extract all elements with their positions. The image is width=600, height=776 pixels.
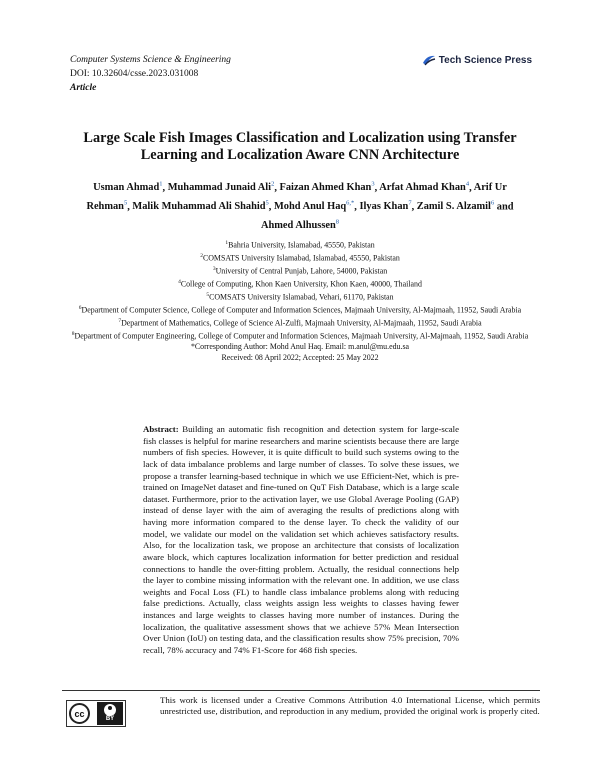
author[interactable]: Ahmed Alhussen$^8$ [260,218,340,232]
abstract-text: Building an automatic fish recognition and detection system for large-scale fish classes is helpful for marine researchers and marine scientists because there are large numbers of fish species. However, it is quite difficult to build such systems owing to the lack of data imbalance problems and large number of classes. To solve these issues, we propose a transfer learning-based technique in which we use Efficient-Net, which is pre-trained on ImageNet dataset and fine-tuned on QuT Fish Database, which is a large scale dataset. Furthermore, prior to the activation layer, we use Global Average Pooling (GAP) instead of dense layer with the aim of averaging the results of predictions along with having more information compared to the dense layer. To check the validity of our model, we validate our model on the validation set which achieves satisfactory results. Also, for the localization task, we propose an architecture that consists of localization aware block, which captures localization information for better prediction and residual connections to handle the over-fitting problem. Actually, the residual connections help the layer to combine missing information with the relevant one. In addition, we use class weights and Focal Loss (FL) to handle class imbalance problems along with reducing false predictions. Actually, class weights assign less weights to classes having fewer instances and large weights to classes having more number of instances. During the localization, the qualitative assessment shows that we achieve 57% Mean Intersection Over Union (IoU) on testing data, and the classification results show 75% precision, 70% recall, 78% accuracy and 74% F1-Score for 468 fish species. [143,424,459,655]
title-line: Learning and Localization Aware CNN Architecture [140,147,460,163]
affiliation: $^1$Bahria University, Islamabad, 45550, Pakistan [225,240,375,250]
abstract [143,424,459,657]
affiliation: $^3$University of Central Punjab, Lahore, 54000, Pakistan [212,266,388,276]
author[interactable]: Arif Ur Rehman$^5$ [86,182,507,213]
license-text: This work is licensed under a Creative Commons Attribution 4.0 International License, which permits unrestricted use, distribution, and reproduction in any medium, provided the original work is properly cited. [160,695,540,716]
affiliation: $^4$College of Computing, Khon Kaen University, Khon Kaen, 40000, Thailand [178,279,422,289]
doi: DOI: 10.32604/csse.2023.031008 [70,69,199,79]
cc-icon: cc [69,703,90,724]
author[interactable]: Faizan Ahmed Khan$^3$ [279,181,375,194]
received-date: Received: 08 April 2022; Accepted: 25 May 2022 [221,352,379,362]
affiliation: $^5$COMSATS University Islamabad, Vehari, 61170, Pakistan [206,292,394,302]
author-list: Usman Ahmad$^1$, Muhammad Junaid Ali$^2$, Faizan Ahmed Khan$^3$, Arfat Ahmad Khan$^4$, Arif Ur Rehman$^5$, Malik Muhammad Ali Shahid$^5$, Mohd Anul Haq$^{6,*}$, Ilyas Khan$^7$, Zamil S. Alzamil$^6$ and Ahmed Alhussen$^8$ [86,181,514,232]
author[interactable]: Usman Ahmad$^1$ [93,181,163,194]
author[interactable]: Muhammad Junaid Ali$^2$ [167,181,275,194]
affiliation: $^6$Department of Computer Science, College of Computer and Information Sciences, Majmaah University, Al-Majmaah, 11952, Saudi Arabia [78,305,522,315]
by-icon: BY [97,702,123,725]
author[interactable]: Arfat Ahmad Khan$^4$ [379,181,470,194]
affiliations [66,238,534,363]
affiliation: $^8$Department of Computer Engineering, College of Computer and Information Sciences, Majmaah University, Al-Majmaah, 11952, Saudi Arabia [71,331,529,341]
author[interactable]: Malik Muhammad Ali Shahid$^5$ [132,199,269,213]
publisher-logo [422,53,532,67]
abstract-label: Abstract: [143,424,179,434]
divider [62,690,540,691]
title-line: Large Scale Fish Images Classification and Localization using Transfer [83,130,517,146]
publisher-swoosh-icon [422,53,436,67]
publisher-name: Tech Science Press [438,54,532,66]
author[interactable]: Zamil S. Alzamil$^6$ [416,199,495,213]
corresponding-author: *Corresponding Author: Mohd Anul Haq. Email: m.anul@mu.edu.sa [190,342,410,352]
affiliation: $^7$Department of Mathematics, College of Science Al-Zulfi, Majmaah University, Al-Majmaah, 11952, Saudi Arabia [118,318,482,328]
author[interactable]: Ilyas Khan$^7$ [359,199,412,213]
journal-name: Computer Systems Science & Engineering [70,55,231,65]
affiliation: $^2$COMSATS University Islamabad, Islamabad, 45550, Pakistan [200,253,400,263]
author[interactable]: Mohd Anul Haq$^{6,*}$ [273,199,355,213]
cc-by-badge-icon[interactable] [66,700,126,727]
paper-title [60,130,540,164]
article-type: Article [70,83,97,93]
